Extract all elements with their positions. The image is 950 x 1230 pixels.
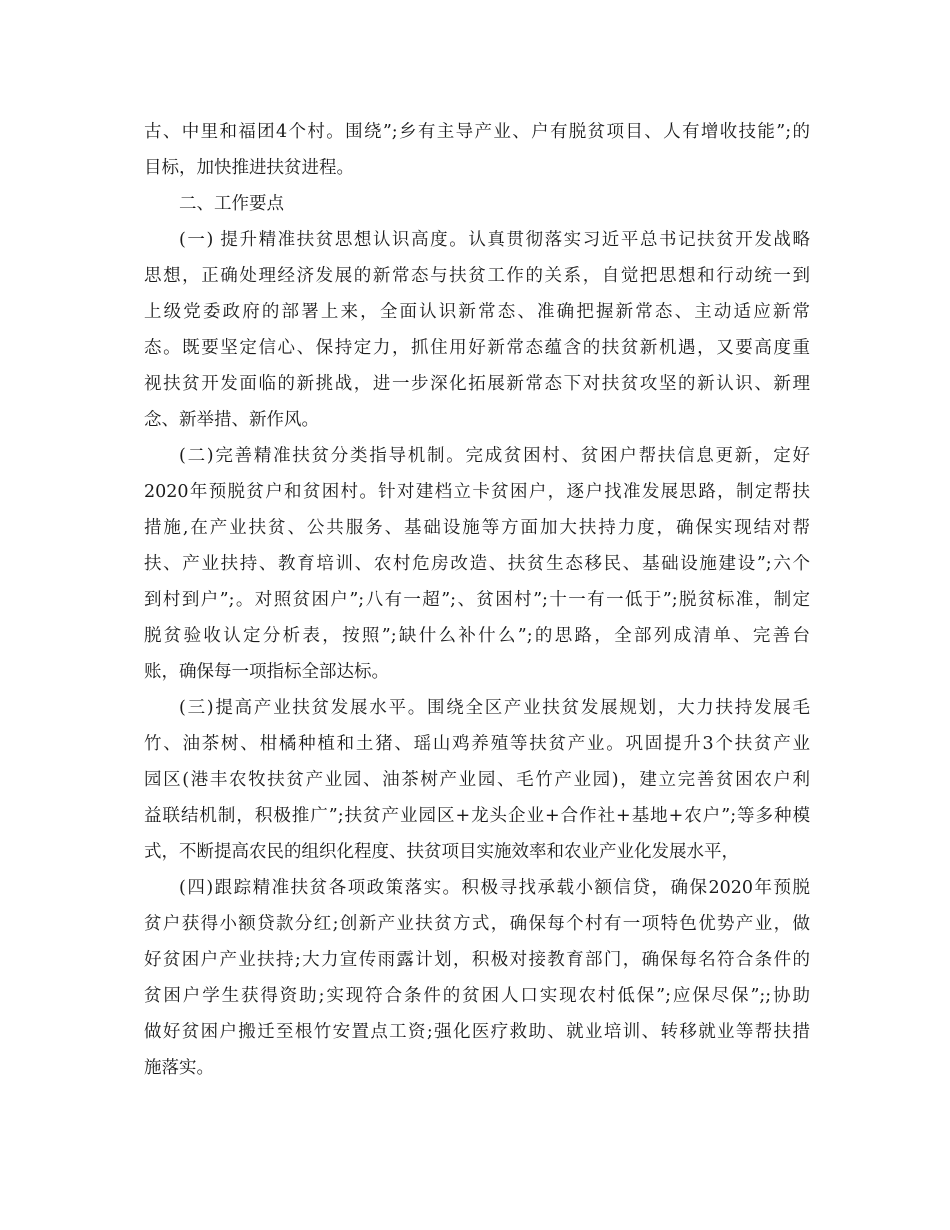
text-line: 2020年预脱贫户和贫困村。针对建档立卡贫困户，逐户找准发展思路，制定帮扶 [144, 482, 810, 502]
text-line: 贫困户学生获得资助;实现符合条件的贫困人口实现农村低保”;应保尽保”;;协助 [144, 986, 810, 1006]
text-line: 贫户获得小额贷款分红;创新产业扶贫方式，确保每个村有一项特色优势产业，做 [144, 914, 810, 934]
text-line: 态。既要坚定信心、保持定力，抓住用好新常态蕴含的扶贫新机遇，又要高度重 [144, 338, 810, 358]
text-line: 益联结机制，积极推广”;扶贫产业园区+龙头企业+合作社+基地+农户”;等多种模 [144, 806, 810, 826]
text-line: 思想，正确处理经济发展的新常态与扶贫工作的关系，自觉把思想和行动统一到 [144, 266, 810, 286]
text-line: 竹、油茶树、柑橘种植和土猪、瑶山鸡养殖等扶贫产业。巩固提升3个扶贫产业 [144, 734, 810, 754]
paragraph-p-2 [144, 438, 810, 690]
text-line: 扶、产业扶持、教育培训、农村危房改造、扶贫生态移民、基础设施建设”;六个 [144, 554, 810, 574]
text-line: (三)提高产业扶贫发展水平。围绕全区产业扶贫发展规划，大力扶持发展毛 [179, 698, 810, 718]
text-line: (一) 提升精准扶贫思想认识高度。认真贯彻落实习近平总书记扶贫开发战略 [179, 230, 810, 250]
paragraph-p-1 [144, 222, 810, 438]
paragraph-p-heading [144, 186, 810, 222]
text-line: 施落实。 [144, 1058, 214, 1078]
text-line: 念、新举措、新作风。 [144, 410, 319, 430]
text-line: 古、中里和福团4个村。围绕”;乡有主导产业、户有脱贫项目、人有增收技能”;的 [144, 122, 810, 142]
text-line: 账，确保每一项指标全部达标。 [144, 662, 389, 682]
text-line: 措施,在产业扶贫、公共服务、基础设施等方面加大扶持力度，确保实现结对帮 [144, 518, 810, 538]
paragraph-p-3 [144, 690, 810, 870]
text-line: 上级党委政府的部署上来，全面认识新常态、准确把握新常态、主动适应新常 [144, 302, 810, 322]
text-line: 做好贫困户搬迁至根竹安置点工资;强化医疗救助、就业培训、转移就业等帮扶措 [144, 1022, 810, 1042]
text-line: 二、工作要点 [179, 194, 284, 214]
paragraph-p-4 [144, 870, 810, 1086]
text-line: 目标，加快推进扶贫进程。 [144, 158, 354, 178]
text-line: 式，不断提高农民的组织化程度、扶贫项目实施效率和农业产业化发展水平， [144, 842, 739, 862]
text-line: (二)完善精准扶贫分类指导机制。完成贫困村、贫困户帮扶信息更新，定好 [179, 446, 810, 466]
text-line: (四)跟踪精准扶贫各项政策落实。积极寻找承载小额信贷，确保2020年预脱 [179, 878, 810, 898]
text-line: 园区(港丰农牧扶贫产业园、油茶树产业园、毛竹产业园)，建立完善贫困农户利 [144, 770, 810, 790]
text-line: 脱贫验收认定分析表，按照”;缺什么补什么”;的思路，全部列成清单、完善台 [144, 626, 810, 646]
paragraph-p-intro [144, 114, 810, 186]
text-line: 好贫困户产业扶持;大力宣传雨露计划，积极对接教育部门，确保每名符合条件的 [144, 950, 810, 970]
document-body [144, 114, 810, 1086]
text-line: 到村到户”;。对照贫困户”;八有一超”;、贫困村”;十一有一低于”;脱贫标准，制定 [144, 590, 810, 610]
text-line: 视扶贫开发面临的新挑战，进一步深化拓展新常态下对扶贫攻坚的新认识、新理 [144, 374, 810, 394]
